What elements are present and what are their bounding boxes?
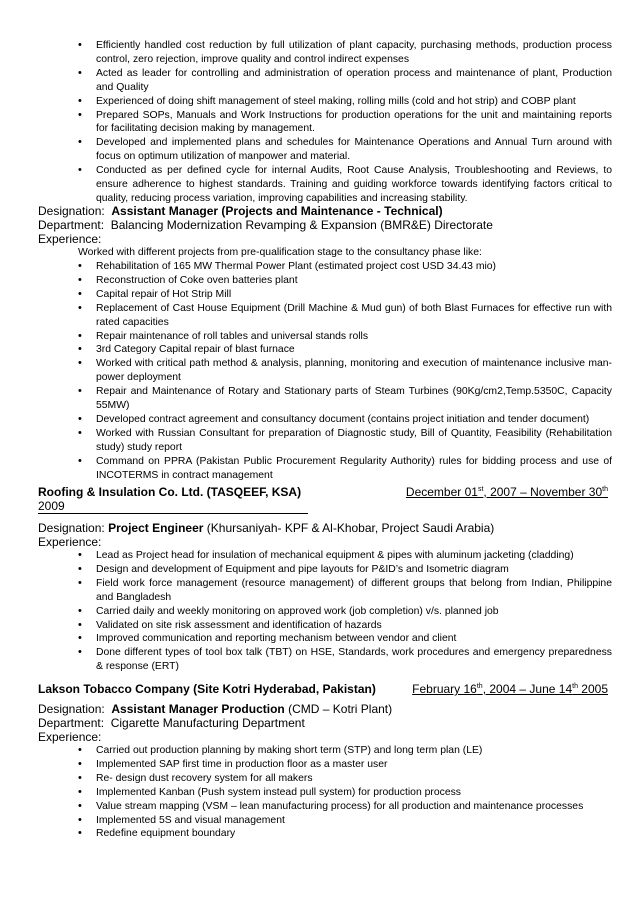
list-item: • Repair maintenance of roll tables and universal stands rolls <box>38 330 638 344</box>
list-item: • Developed contract agreement and consultancy document (contains project initiation and tender document) <box>38 413 638 427</box>
top-bullet-list <box>38 39 638 206</box>
list-item: • Experienced of doing shift management of steel making, rolling mills (cold and hot strip) and COBP plant <box>38 95 638 109</box>
job-lakson-tobacco <box>38 682 638 841</box>
list-item: • Re- design dust recovery system for all makers <box>38 772 638 786</box>
designation-line <box>38 204 638 218</box>
list-item: • Repair and Maintenance of Rotary and Stationary parts of Steam Turbines (90Kg/cm2,Temp.5350C, Capacity 55MW) <box>38 385 638 413</box>
list-item: • Implemented SAP first time in production floor as a master user <box>38 758 638 772</box>
department-label: Department: <box>38 716 105 730</box>
list-item: • Reconstruction of Coke oven batteries plant <box>38 274 638 288</box>
department-line <box>38 218 638 232</box>
list-item: • Prepared SOPs, Manuals and Work Instructions for production operations for the unit and maintaining reports for facilitating decision making by management. <box>38 109 638 137</box>
job-date-year: 2009 <box>38 499 308 514</box>
list-item: • Efficiently handled cost reduction by full utilization of plant capacity, purchasing methods, production process control, zero rejection, improve quality and control indirect expenses <box>38 39 638 67</box>
designation-title: Project Engineer <box>108 521 204 535</box>
experience-label: Experience: <box>38 535 102 549</box>
job-dates: December 01st, 2007 – November 30th <box>405 485 608 499</box>
job3-bullet-list <box>38 744 638 841</box>
list-item: • Validated on site risk assessment and identification of hazards <box>38 619 638 633</box>
list-item: • Implemented Kanban (Push system instead pull system) for production process <box>38 786 638 800</box>
list-item: • Replacement of Cast House Equipment (Drill Machine & Mud gun) of both Blast Furnaces for effective run with rated capacities <box>38 302 638 330</box>
job-dates: February 16th, 2004 – June 14th 2005 <box>412 682 608 696</box>
job-header <box>38 682 638 696</box>
experience-label: Experience: <box>38 730 102 744</box>
designation-label: Designation: <box>38 521 105 535</box>
designation-detail: (CMD – Kotri Plant) <box>288 702 393 716</box>
list-item: • 3rd Category Capital repair of blast furnace <box>38 343 638 357</box>
list-item: • Worked with Russian Consultant for preparation of Diagnostic study, Bill of Quantity, Feasibility (Rehabilitation study) study report <box>38 427 638 455</box>
list-item: • Improved communication and reporting mechanism between vendor and client <box>38 632 638 646</box>
job-header <box>38 485 638 499</box>
role1-bullet-list <box>38 260 638 483</box>
list-item: • Carried out production planning by making short term (STP) and long term plan (LE) <box>38 744 638 758</box>
list-item: • Design and development of Equipment and pipe layouts for P&ID’s and Isometric diagram <box>38 563 638 577</box>
company-name: Roofing & Insulation Co. Ltd. (TASQEEF, KSA) <box>38 485 302 499</box>
list-item: • Rehabilitation of 165 MW Thermal Power Plant (estimated project cost USD 34.43 mio) <box>38 260 638 274</box>
department-line <box>38 716 638 730</box>
designation-line <box>38 521 638 535</box>
department-label: Department: <box>38 218 105 232</box>
department-name: Cigarette Manufacturing Department <box>110 716 305 730</box>
list-item: • Value stream mapping (VSM – lean manufacturing process) for all production and maintenance processes <box>38 800 638 814</box>
job-roofing-insulation <box>38 485 638 674</box>
list-item: • Capital repair of Hot Strip Mill <box>38 288 638 302</box>
list-item: • Worked with critical path method & analysis, planning, monitoring and execution of maintenance inclusive man-power deployment <box>38 357 638 385</box>
designation-title: Assistant Manager (Projects and Maintenance - Technical) <box>111 204 443 218</box>
designation-label: Designation: <box>38 702 105 716</box>
experience-label: Experience: <box>38 232 102 246</box>
list-item: • Acted as leader for controlling and administration of operation process and maintenance of plant, Production and Quality <box>38 67 638 95</box>
designation-line <box>38 702 638 716</box>
list-item: • Carried daily and weekly monitoring on approved work (job completion) v/s. planned job <box>38 605 638 619</box>
list-item: • Redefine equipment boundary <box>38 827 638 841</box>
list-item: • Command on PPRA (Pakistan Public Procurement Regularity Authority) rules for bidding process and use of INCOTERMS in contract management <box>38 455 638 483</box>
list-item: • Developed and implemented plans and schedules for Maintenance Operations and Annual Turn around with focus on optimum utilization of manpower and material. <box>38 136 638 164</box>
role-assistant-manager-projects <box>38 204 638 483</box>
experience-intro: Worked with different projects from pre-qualification stage to the consultancy phase like: <box>78 247 482 258</box>
list-item: • Conducted as per defined cycle for internal Audits, Root Cause Analysis, Troubleshooting and Reviews, to ensure adherence to highest standards. Training and guiding workforce towards identifying factors critical to quality, reducing process variation, improving capabilities and increasing stability. <box>38 164 638 206</box>
list-item: • Field work force management (resource management) of different groups that belong from Indian, Philippine and Bangladesh <box>38 577 638 605</box>
list-item: • Done different types of tool box talk (TBT) on HSE, Standards, work procedures and emergency preparedness & response (ERT) <box>38 646 638 674</box>
department-name: Balancing Modernization Revamping & Expansion (BMR&E) Directorate <box>110 218 493 232</box>
list-item: • Lead as Project head for insulation of mechanical equipment & pipes with aluminum jacketing (cladding) <box>38 549 638 563</box>
list-item: • Implemented 5S and visual management <box>38 814 638 828</box>
job2-bullet-list <box>38 549 638 674</box>
company-name: Lakson Tobacco Company (Site Kotri Hyderabad, Pakistan) <box>38 682 376 696</box>
designation-title: Assistant Manager Production <box>111 702 285 716</box>
designation-label: Designation: <box>38 204 105 218</box>
designation-detail: (Khursaniyah- KPF & Al-Khobar, Project Saudi Arabia) <box>206 521 495 535</box>
